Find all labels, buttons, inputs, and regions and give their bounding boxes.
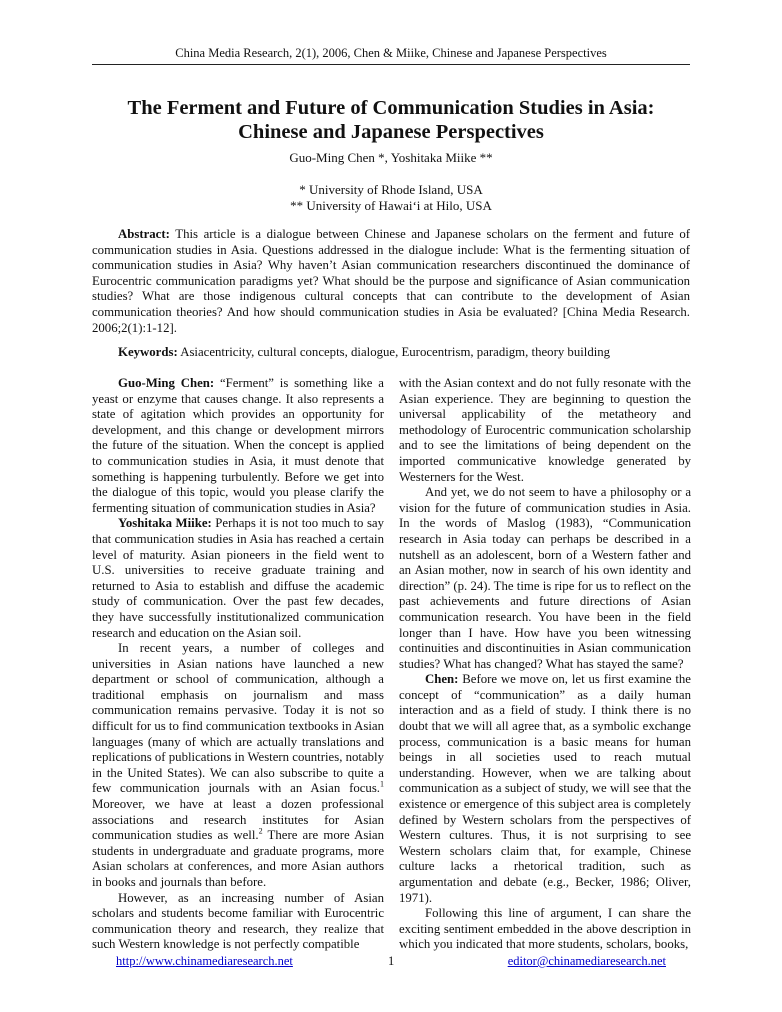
header-rule <box>92 64 690 65</box>
abstract-text: This article is a dialogue between Chinese and Japanese scholars on the ferment and future of communication studies in Asia. Questions addressed in the dialogue include: What is the fermenting situation of communication studies in Asia? Why haven’t Asian communication researchers discontinued the dominance of Eurocentric communication paradigms yet? What should be the purpose and significance of Asian communication studies? What are those indigenous cultural concepts that can contribute to the development of Asian communication theories? And how should communication studies in Asia be evaluated? [China Media Research. 2006;2(1):1-12]. <box>92 227 690 335</box>
title-line-2: Chinese and Japanese Perspectives <box>238 121 544 143</box>
paragraph-text: However, as an increasing number of Asian scholars and students become familiar with Eurocentric communication theory and research, they realize that such Western knowledge is not perfectly compatible <box>92 890 384 952</box>
title-line-1: The Ferment and Future of Communication Studies in Asia: <box>127 97 655 119</box>
speaker-label: Guo-Ming Chen: <box>118 376 215 390</box>
abstract-label: Abstract: <box>118 227 170 241</box>
paragraph-text: Before we move on, let us first examine the concept of “communication” as a daily human interaction and as a field of study. I think there is no doubt that we will all agree that, as a symbolic exchange process, communication is a basic means for human beings in all societies used to reach mutual understanding. However, when we are talking about communication as a subject of study, we will see that the existence or emergence of this subject area is completely defined by Western scholars from the perspectives of Western cultures. Thus, it is not surprising to see Western scholars claim that, for example, Chinese culture lacks a rhetorical tradition, such as argumentation and debate (e.g., Becker, 1986; Oliver, 1971). <box>399 672 691 905</box>
paragraph-text: There are more Asian students in undergraduate and graduate programs, more Asian scholars at conferences, and more Asian authors in books and journals than before. <box>92 828 384 889</box>
authors: Guo-Ming Chen *, Yoshitaka Miike ** <box>289 150 493 165</box>
affiliation-2: ** University of Hawai‘i at Hilo, USA <box>290 198 492 213</box>
paragraph <box>399 672 691 906</box>
running-header: China Media Research, 2(1), 2006, Chen & Miike, Chinese and Japanese Perspectives <box>175 46 607 60</box>
affiliation-1: * University of Rhode Island, USA <box>299 182 483 197</box>
affiliations <box>0 182 782 214</box>
email-link[interactable]: editor@chinamediaresearch.net <box>507 954 666 968</box>
paragraph-text: In recent years, a number of colleges and universities in Asian nations have launched a new department or school of communication, although a traditional emphasis on journalism and mass communication remains pervasive. Today it is not so difficult for us to find communication textbooks in Asian languages (many of which are actually translations and replications of publications in Western countries, notably in the United States). We can also subscribe to quite a few communication journals with an Asian focus. <box>92 641 384 796</box>
paragraph <box>399 376 691 485</box>
body-column-right <box>399 376 691 953</box>
paragraph <box>92 641 384 891</box>
paragraph <box>399 906 691 953</box>
abstract <box>92 227 690 336</box>
keywords-label: Keywords: <box>118 345 178 359</box>
website-link[interactable]: http://www.chinamediaresearch.net <box>116 954 293 968</box>
speaker-label: Chen: <box>425 672 459 687</box>
article-title <box>0 96 782 144</box>
paragraph-text: “Ferment” is something like a yeast or enzyme that causes change. It also represents a state of agitation which provides an opportunity for development, and this change or development mirrors the future of the situation. When the concept is applied to communication studies in Asia, it must denote that something is happening turbulently. Before we get into the dialogue of this topic, would you please clarify the fermenting situation of communication studies in Asia? <box>92 376 384 515</box>
paragraph-text: Perhaps it is not too much to say that communication studies in Asia has reached a certain level of maturity. Asian pioneers in the field went to U.S. universities to receive graduate training and returned to Asia to establish and diffuse the academic study of communication. Over the past few decades, they have successfully institutionalized communication research and education on the Asian soil. <box>92 516 385 640</box>
footnote-marker: 1 <box>380 780 384 790</box>
page-footer <box>92 954 690 970</box>
page-number: 1 <box>388 954 395 968</box>
keywords-text: Asiacentricity, cultural concepts, dialogue, Eurocentrism, paradigm, theory building <box>177 345 611 359</box>
speaker-label: Yoshitaka Miike: <box>118 516 212 531</box>
keywords <box>92 345 690 361</box>
paragraph <box>399 485 691 672</box>
paragraph <box>92 891 384 953</box>
paragraph <box>92 516 384 641</box>
paragraph-text: Moreover, we have at least a dozen professional associations and research institutes for Asian communication studies as well. <box>92 797 384 843</box>
paragraph-text: Following this line of argument, I can share the exciting sentiment embedded in the above description in which you indicated that more students, scholars, books, <box>399 906 691 952</box>
paragraph-text: And yet, we do not seem to have a philosophy or a vision for the future of communication studies in Asia. In the words of Maslog (1983), “Communication research in Asia today can perhaps be described in a nutshell as an adolescent, born of a Western father and an Asian mother, now in search of his own identity and direction” (p. 24). The time is ripe for us to reflect on the past achievements and future directions of Asian communication research. You have been in the field longer than I have. How have you been witnessing continuities and discontinuities in Asian communication studies? What has changed? What has stayed the same? <box>399 485 691 671</box>
footnote-marker: 2 <box>258 826 263 836</box>
paragraph <box>92 376 384 516</box>
body-column-left <box>92 376 384 953</box>
paragraph-text: with the Asian context and do not fully resonate with the Asian experience. They are beginning to question the universal applicability of the metatheory and methodology of Eurocentric communication scholarship and to see the limitations of being dependent on the imported communicative knowledge generated by Westerners for the West. <box>399 376 691 484</box>
